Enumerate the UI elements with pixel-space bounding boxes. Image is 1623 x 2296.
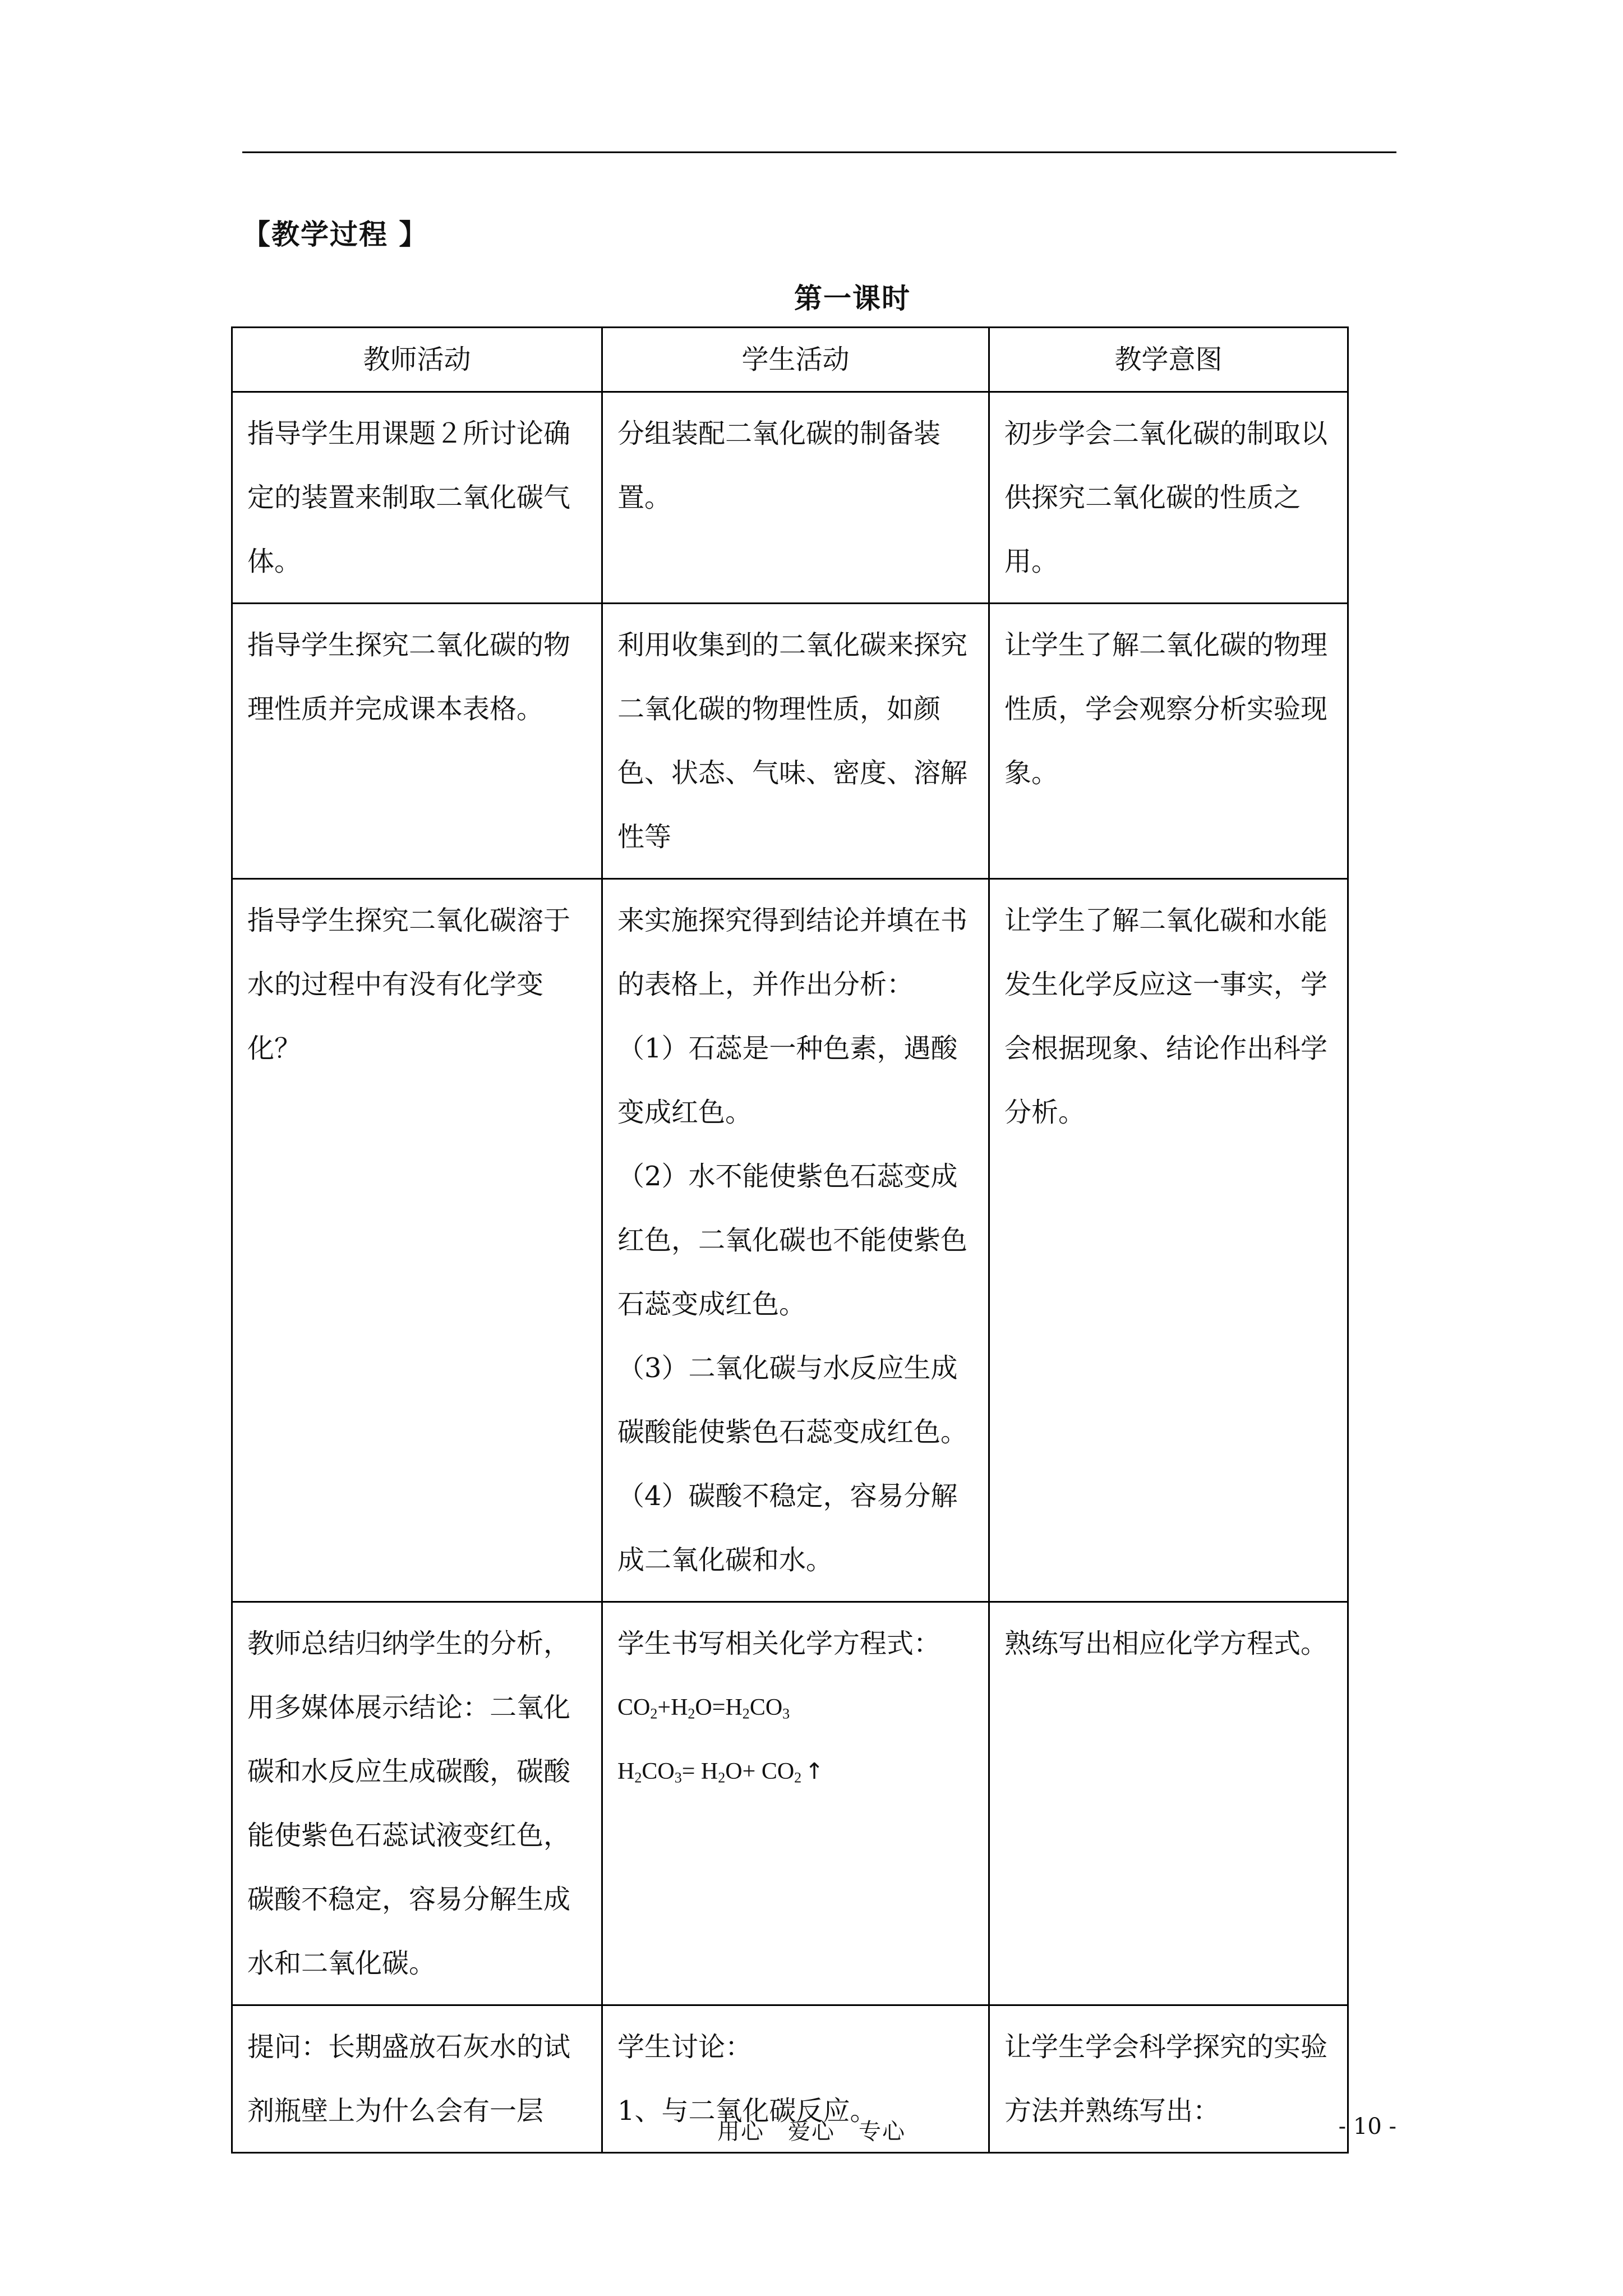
student-activity-line: 来实施探究得到结论并填在书的表格上，并作出分析：: [617, 905, 968, 1000]
teacher-activity-cell: 指导学生探究二氧化碳的物理性质并完成课本表格。: [232, 604, 602, 879]
teacher-activity-cell: 指导学生探究二氧化碳溶于水的过程中有没有化学变化？: [232, 879, 602, 1602]
student-activity-line: 学生书写相关化学方程式：: [617, 1628, 941, 1659]
table-row: [232, 392, 1348, 604]
student-activity-line: 学生讨论：: [617, 2031, 753, 2063]
table-row: [232, 1602, 1348, 2005]
table-row: [232, 879, 1348, 1602]
teaching-intent-cell: 初步学会二氧化碳的制取以供探究二氧化碳的性质之用。: [989, 392, 1348, 604]
footer-motto: 用心 爱心 专心: [717, 2119, 906, 2145]
table-header-row: [232, 328, 1348, 392]
analysis-point-3: （3）二氧化碳与水反应生成碳酸能使紫色石蕊变成红色。: [617, 1352, 968, 1448]
teacher-activity-cell: 指导学生用课题２所讨论确定的装置来制取二氧化碳气体。: [232, 392, 602, 604]
student-activity-line: 1、与二氧化碳反应。: [617, 2095, 877, 2127]
section-heading: 【教学过程 】: [242, 218, 428, 251]
table-row: [232, 604, 1348, 879]
header-rule: [242, 151, 1396, 153]
student-activity-cell: [602, 392, 989, 604]
header-student-activity: 学生活动: [602, 328, 989, 392]
teaching-intent-cell: 让学生了解二氧化碳的物理性质，学会观察分析实验现象。: [989, 604, 1348, 879]
lesson-title: 第一课时: [794, 282, 911, 315]
header-teaching-intent: 教学意图: [989, 328, 1348, 392]
lesson-table: [231, 326, 1349, 2154]
analysis-point-4: （4）碳酸不稳定，容易分解成二氧化碳和水。: [617, 1480, 958, 1576]
page-number: - 10 -: [1338, 2114, 1396, 2139]
student-activity-line: 利用收集到的二氧化碳来探究二氧化碳的物理性质，如颜色、状态、气味、密度、溶解性等: [617, 629, 968, 853]
student-activity-cell: [602, 1602, 989, 2005]
student-activity-cell: [602, 879, 989, 1602]
analysis-point-1: （1）石蕊是一种色素，遇酸变成红色。: [617, 1033, 958, 1128]
header-teacher-activity: 教师活动: [232, 328, 602, 392]
chemical-equation-1: $CO_2+H_2O=H_2CO_3$: [617, 1695, 790, 1722]
chemical-equation-2: $H_2CO_3= H_2O+ CO_2$ ↑: [617, 1759, 824, 1786]
student-activity-line: 分组装配二氧化碳的制备装置。: [617, 418, 941, 513]
teaching-intent-cell: 熟练写出相应化学方程式。: [989, 1602, 1348, 2005]
student-activity-cell: [602, 604, 989, 879]
teacher-activity-cell: 教师总结归纳学生的分析，用多媒体展示结论：二氧化碳和水反应生成碳酸，碳酸能使紫色石蕊试液变红色，碳酸不稳定，容易分解生成水和二氧化碳。: [232, 1602, 602, 2005]
teacher-activity-cell: 提问：长期盛放石灰水的试剂瓶壁上为什么会有一层: [232, 2005, 602, 2153]
teaching-intent-cell: 让学生学会科学探究的实验方法并熟练写出：: [989, 2005, 1348, 2153]
analysis-point-2: （2）水不能使紫色石蕊变成红色，二氧化碳也不能使紫色石蕊变成红色。: [617, 1161, 968, 1320]
teaching-intent-cell: 让学生了解二氧化碳和水能发生化学反应这一事实，学会根据现象、结论作出科学分析。: [989, 879, 1348, 1602]
